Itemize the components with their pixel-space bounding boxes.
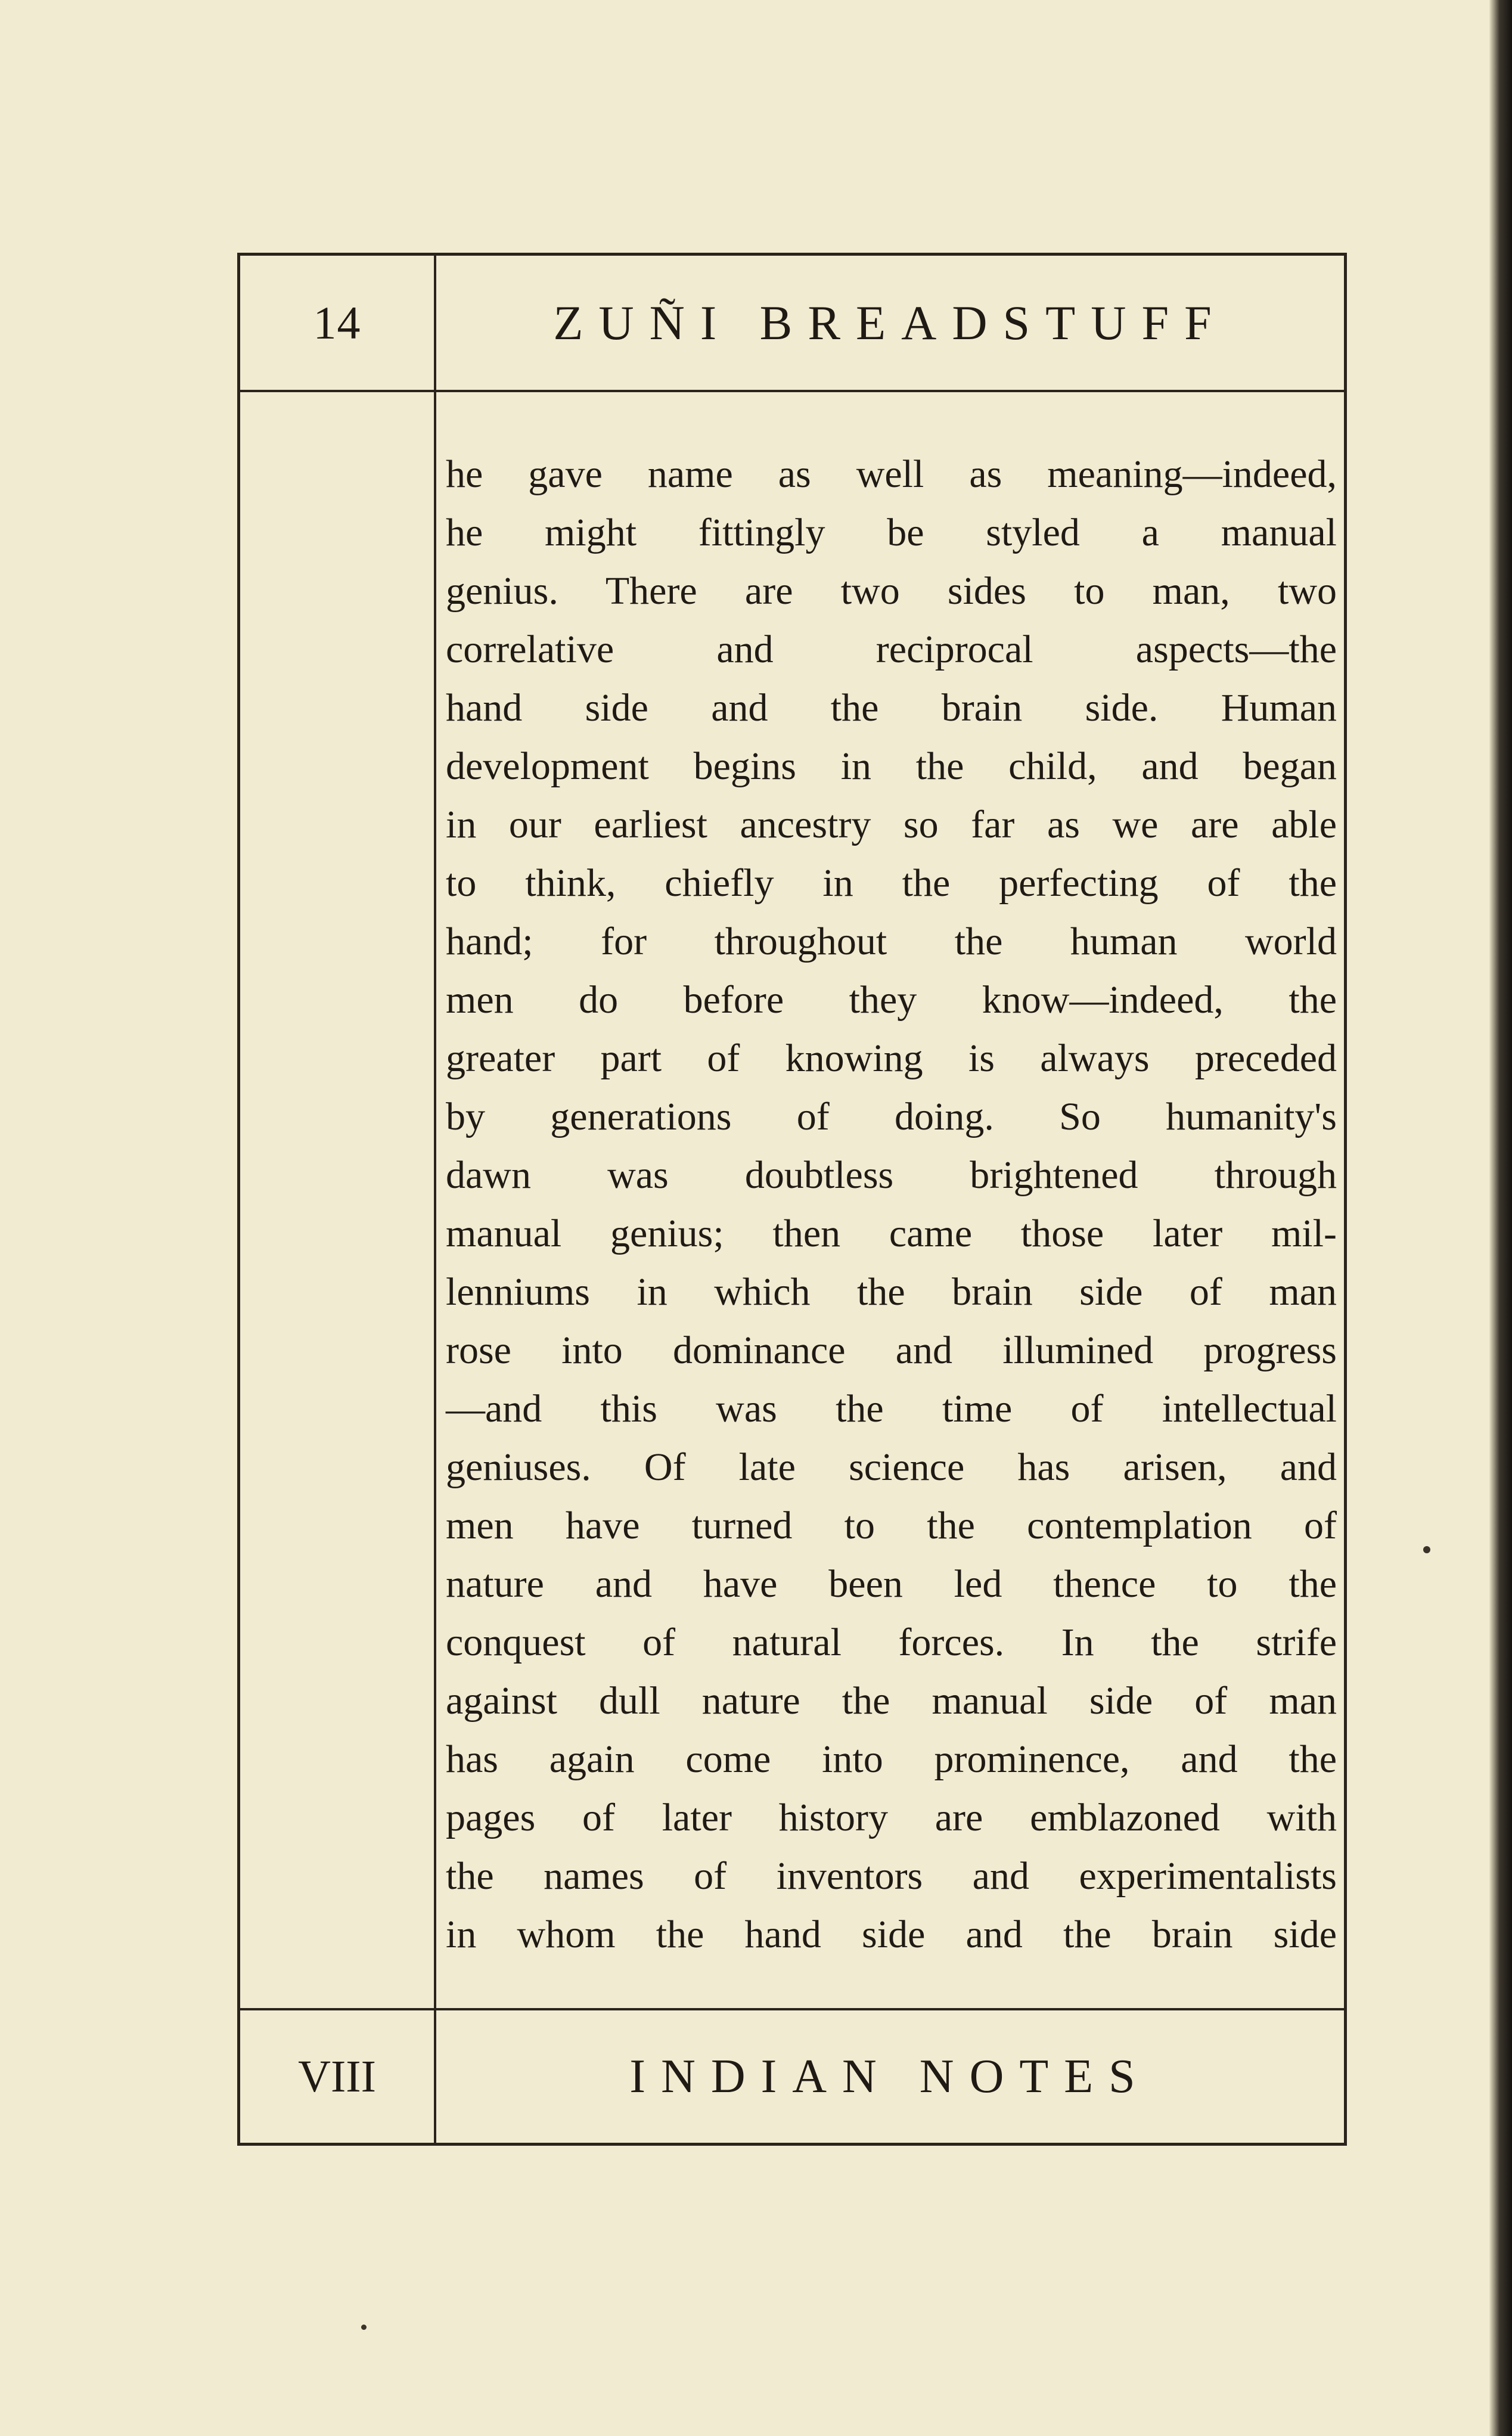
text-line: lenniums in which the brain side of man bbox=[446, 1270, 1337, 1314]
running-title: ZUÑI BREADSTUFF bbox=[553, 295, 1227, 350]
text-line: to think, chiefly in the perfecting of the bbox=[446, 861, 1337, 905]
text-line: the names of inventors and experimentalists bbox=[446, 1854, 1337, 1898]
text-line: by generations of doing. So humanity's bbox=[446, 1095, 1337, 1138]
text-line: conquest of natural forces. In the strife bbox=[446, 1621, 1337, 1664]
signature-mark: VIII bbox=[298, 2051, 376, 2102]
text-line: geniuses. Of late science has arisen, and bbox=[446, 1445, 1337, 1489]
text-line: in whom the hand side and the brain side bbox=[446, 1913, 1337, 1956]
header-divider bbox=[240, 390, 1344, 392]
text-line: pages of later history are emblazoned with bbox=[446, 1796, 1337, 1839]
text-line: he might fittingly be styled a manual bbox=[446, 511, 1337, 554]
column-divider bbox=[434, 256, 436, 2143]
text-line: has again come into prominence, and the bbox=[446, 1737, 1337, 1781]
text-line: against dull nature the manual side of man bbox=[446, 1679, 1337, 1723]
text-line: correlative and reciprocal aspects—the bbox=[446, 628, 1337, 671]
body-text bbox=[446, 445, 1337, 1964]
page-number: 14 bbox=[313, 296, 361, 349]
text-line: —and this was the time of intellectual bbox=[446, 1387, 1337, 1430]
text-line: hand; for throughout the human world bbox=[446, 920, 1337, 963]
page-frame bbox=[237, 253, 1347, 2146]
text-line: he gave name as well as meaning—indeed, bbox=[446, 452, 1337, 496]
book-binding-edge bbox=[1489, 0, 1512, 2436]
text-line: nature and have been led thence to the bbox=[446, 1562, 1337, 1606]
text-line: men do before they know—indeed, the bbox=[446, 978, 1337, 1022]
scan-speck bbox=[1423, 1546, 1430, 1553]
text-line: rose into dominance and illumined progress bbox=[446, 1329, 1337, 1372]
scan-speck bbox=[361, 2325, 367, 2330]
text-line: men have turned to the contemplation of bbox=[446, 1504, 1337, 1547]
text-line: manual genius; then came those later mil- bbox=[446, 1212, 1337, 1255]
text-line: development begins in the child, and began bbox=[446, 744, 1337, 788]
series-title: INDIAN NOTES bbox=[629, 2050, 1151, 2103]
text-line: in our earliest ancestry so far as we are able bbox=[446, 803, 1337, 846]
text-line: hand side and the brain side. Human bbox=[446, 686, 1337, 730]
text-line: genius. There are two sides to man, two bbox=[446, 569, 1337, 613]
text-line: dawn was doubtless brightened through bbox=[446, 1153, 1337, 1197]
text-line: greater part of knowing is always preceded bbox=[446, 1037, 1337, 1080]
